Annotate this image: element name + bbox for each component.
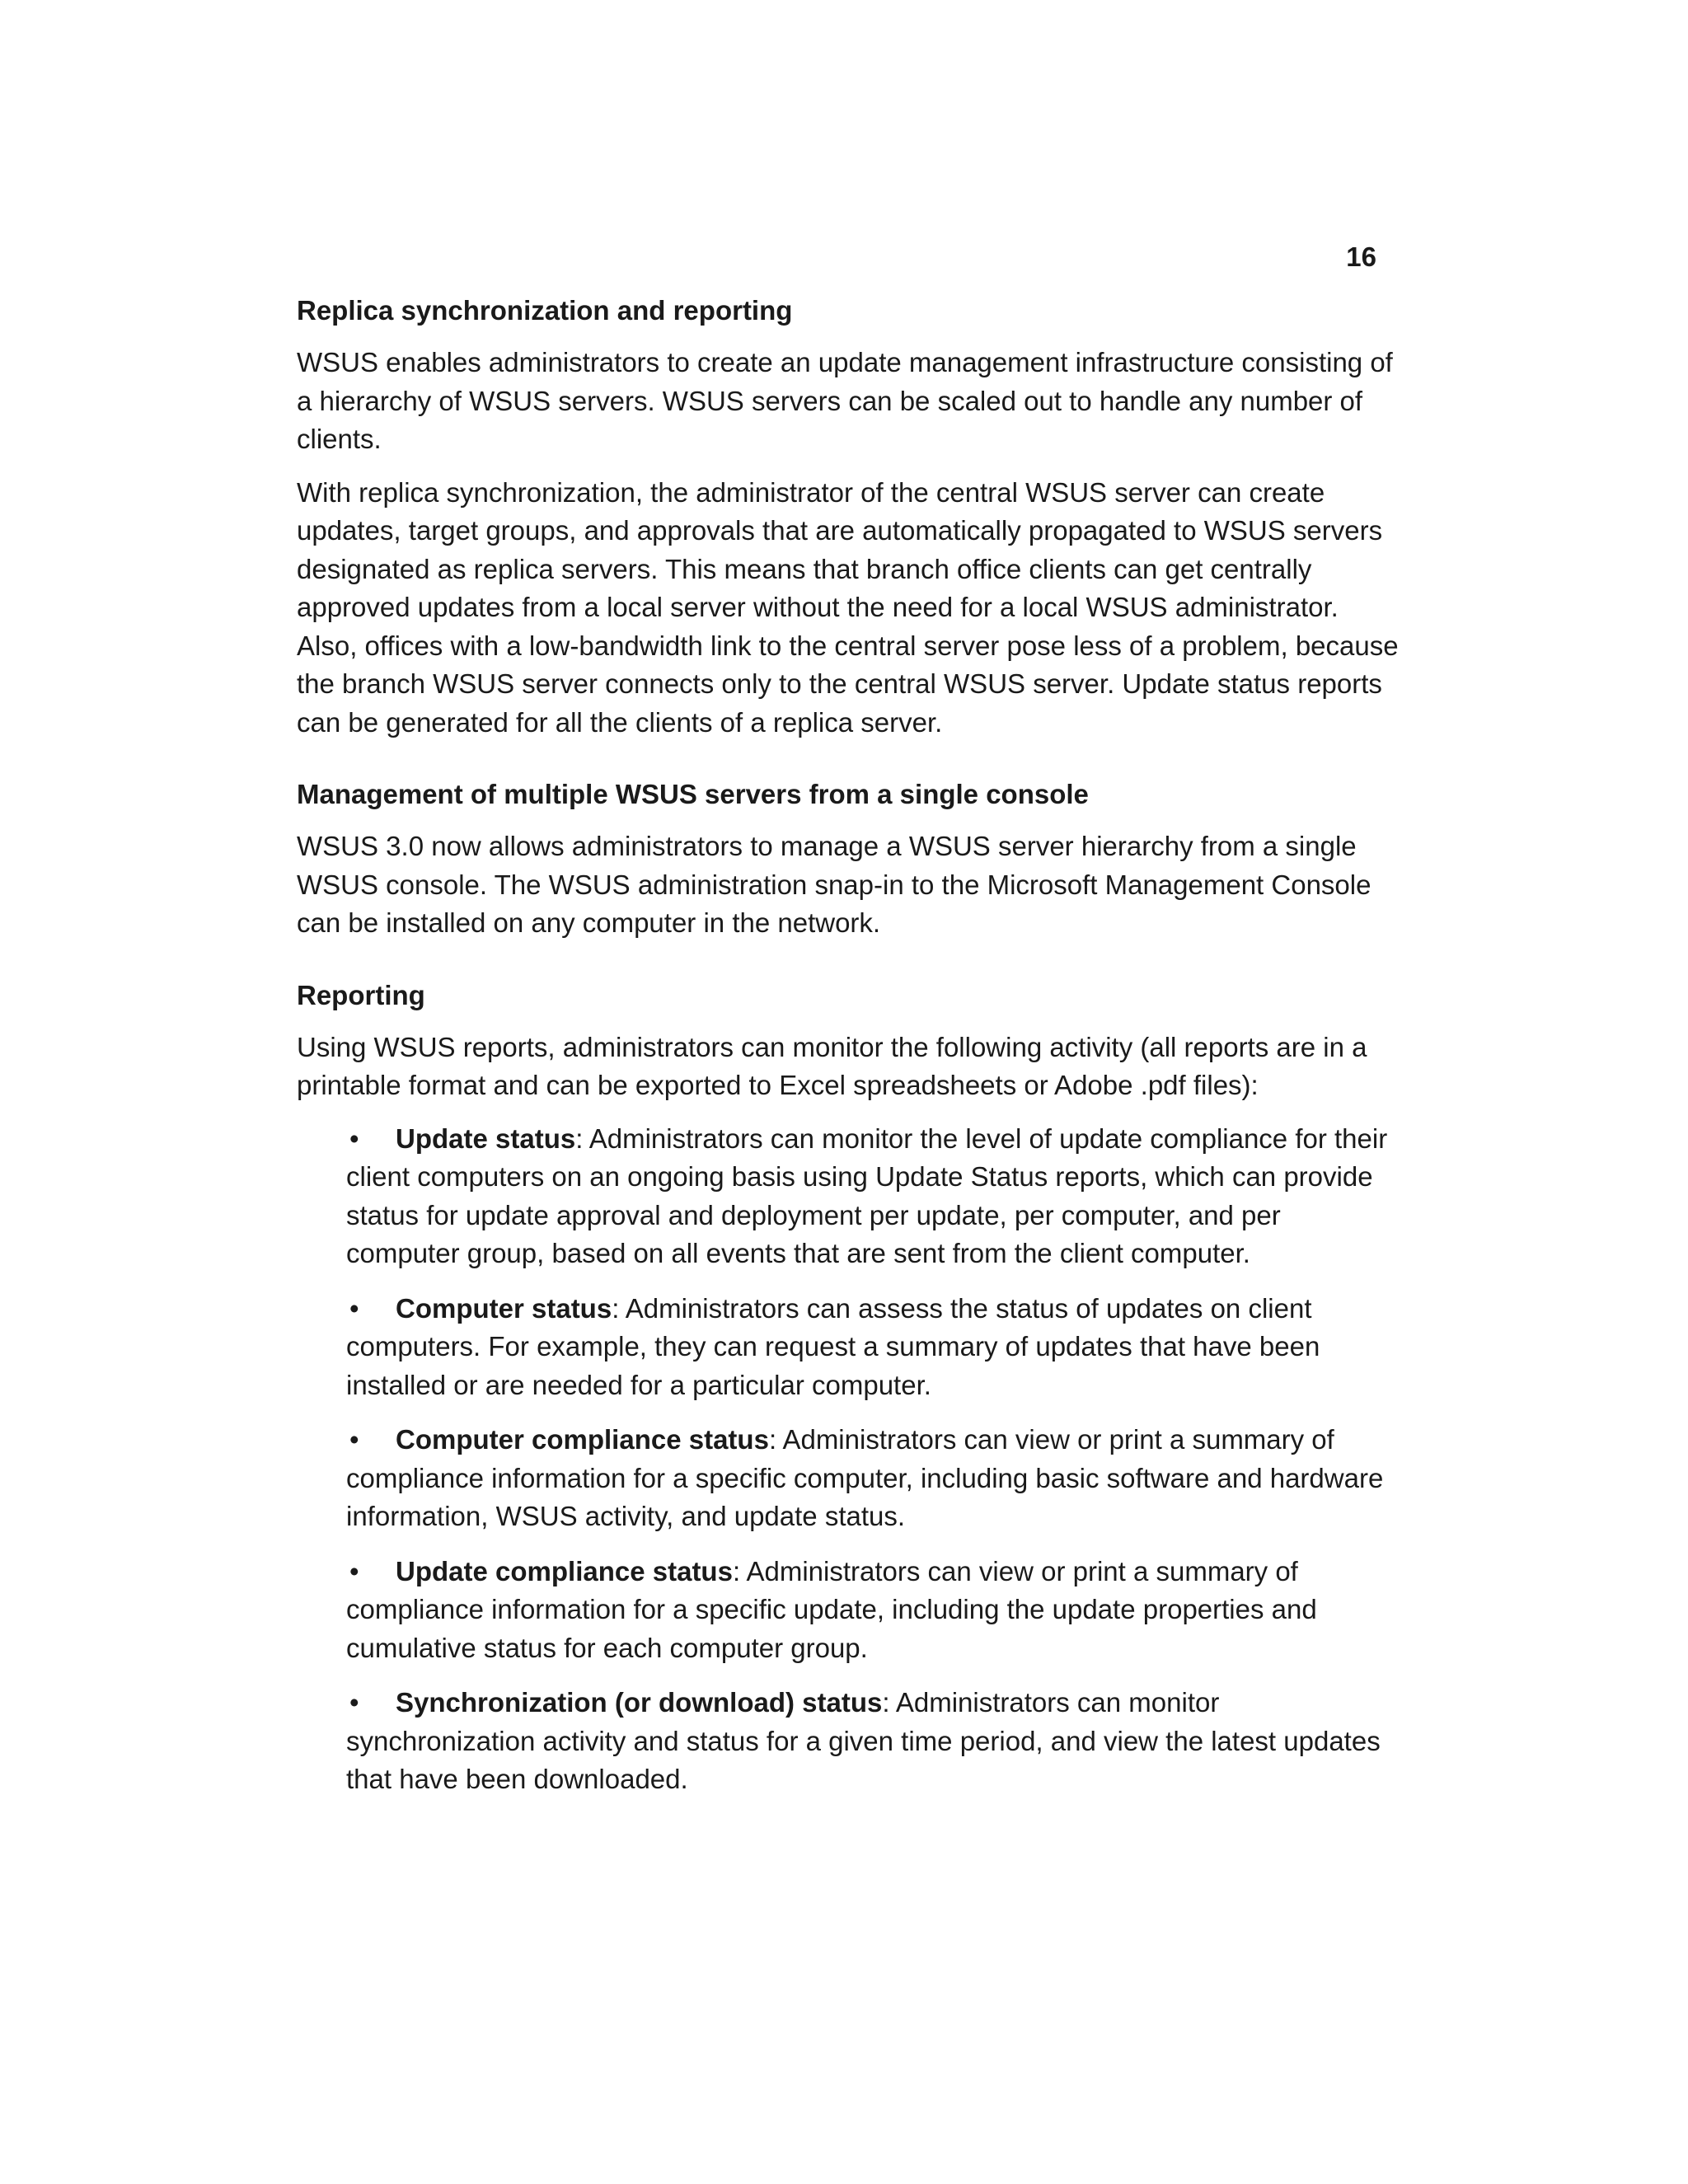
list-item-term: Synchronization (or download) status [396, 1687, 883, 1718]
bullet-icon: • [349, 1687, 359, 1718]
page-number: 16 [1346, 241, 1376, 272]
list-item-term: Update compliance status [396, 1555, 733, 1586]
bullet-icon: • [349, 1292, 359, 1324]
list-item-text: : Administrators can view or print a summary of compliance information for a specific computer, including basic software and hardware information, WSUS activity, and update status. [346, 1424, 1384, 1531]
paragraph: Using WSUS reports, administrators can monitor the following activity (all reports are in a printable format and can be exported to Excel spreadsheets or Adobe .pdf files): [297, 1031, 1367, 1100]
list-item [346, 1120, 1401, 1273]
list-item-text: : Administrators can view or print a summary of compliance information for a specific update, including the update properties and cumulative status for each computer group. [346, 1555, 1317, 1663]
list-item [346, 1553, 1401, 1668]
bullet-icon: • [349, 1122, 359, 1154]
paragraph: With replica synchronization, the administrator of the central WSUS server can create updates, target groups, and approvals that are automatically propagated to WSUS servers designated as replica servers. This means that branch office clients can get centrally approved updates from a local server without the need for a local WSUS administrator. Also, offices with a low-bandwidth link to the central server pose less of a problem, because the branch WSUS server connects only to the central WSUS server. Update status reports can be generated for all the clients of a replica server. [297, 476, 1399, 738]
list-item-term: Computer status [396, 1292, 612, 1324]
section-heading: Management of multiple WSUS servers from a single console [297, 779, 1089, 809]
section-heading: Replica synchronization and reporting [297, 295, 793, 326]
paragraph: WSUS 3.0 now allows administrators to manage a WSUS server hierarchy from a single WSUS console. The WSUS administration snap-in to the Microsoft Management Console can be installed on any computer in the network. [297, 831, 1372, 938]
paragraph: WSUS enables administrators to create an update management infrastructure consisting of a hierarchy of WSUS servers. WSUS servers can be scaled out to handle any number of clients. [297, 347, 1393, 454]
section-reporting [297, 977, 1401, 1799]
bullet-icon: • [349, 1555, 359, 1586]
list-item-term: Computer compliance status [396, 1424, 769, 1455]
section-heading: Reporting [297, 979, 425, 1010]
section-multiple-servers-management [297, 776, 1401, 943]
list-item [346, 1290, 1401, 1405]
report-types-list [346, 1120, 1401, 1799]
section-replica-synchronization [297, 293, 1401, 742]
bullet-icon: • [349, 1424, 359, 1455]
page-content [297, 293, 1401, 1816]
list-item [346, 1684, 1401, 1799]
list-item-term: Update status [396, 1122, 576, 1154]
list-item [346, 1421, 1401, 1536]
list-item-text: : Administrators can assess the status of updates on client computers. For example, they can request a summary of updates that have been installed or are needed for a particular computer. [346, 1292, 1320, 1400]
list-item-text: : Administrators can monitor the level of update compliance for their client computers on an ongoing basis using Update Status reports, which can provide status for update approval and deployment per update, per computer, and per computer group, based on all events that are sent from the client computer. [346, 1122, 1388, 1268]
list-item-text: : Administrators can monitor synchronization activity and status for a given time period, and view the latest updates that have been downloaded. [346, 1687, 1381, 1794]
